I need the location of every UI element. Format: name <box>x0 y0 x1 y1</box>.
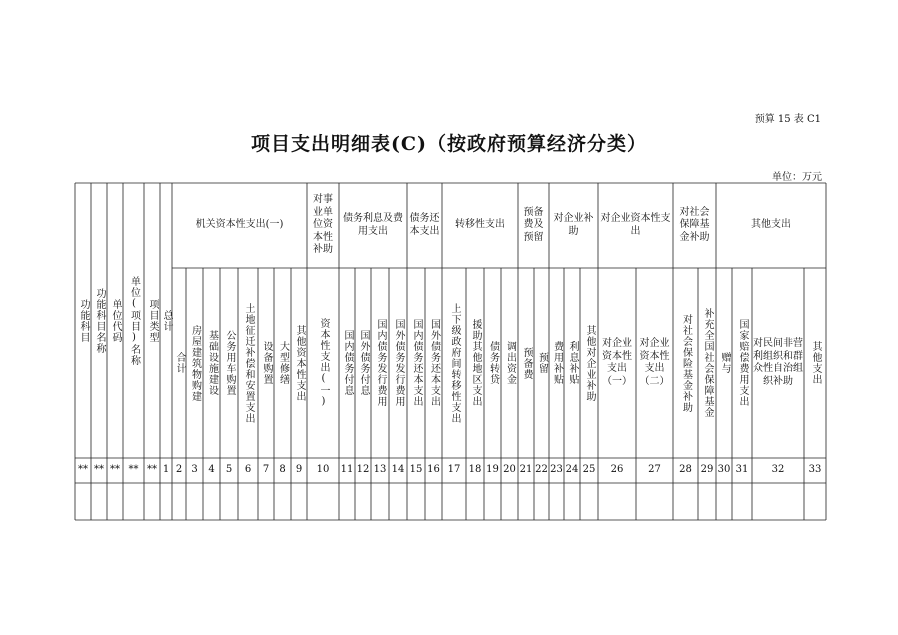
group-header <box>174 185 305 266</box>
column-header-label: 总计 <box>161 309 172 332</box>
column-header-label: 房屋建筑物购建 <box>189 324 201 402</box>
index-cell-label: 14 <box>391 464 405 476</box>
page-title: 项目支出明细表(C)（按政府预算经济分类） <box>250 133 648 155</box>
group-header <box>675 185 714 266</box>
index-cell <box>172 458 186 483</box>
column-header-label: 土地征迁补偿和安置支出 <box>243 302 254 424</box>
column-header-label: 利息补贴 <box>567 341 578 385</box>
column-header-label: 国外债务发行费用 <box>393 319 404 407</box>
column-header-label: 基础设施建设 <box>206 330 218 396</box>
group-header-label: 转移性支出 <box>455 219 505 231</box>
column-header <box>172 270 186 456</box>
index-cell <box>580 458 598 483</box>
column-header-label: 国家赔偿费用支出 <box>737 319 748 407</box>
group-header <box>409 185 440 266</box>
column-header <box>75 185 91 456</box>
group-header <box>520 185 547 266</box>
column-header-label: 对企业资本性支出（一） <box>602 338 632 387</box>
column-header-label: 预留 <box>536 352 548 374</box>
index-cell-label: 5 <box>225 464 233 476</box>
column-header <box>238 270 258 456</box>
index-cell <box>598 458 636 483</box>
index-cell-label: 3 <box>191 464 198 476</box>
index-cell-label: 26 <box>610 464 624 476</box>
index-cell-label: 19 <box>486 464 499 476</box>
index-cell-label: 24 <box>565 464 579 476</box>
column-header <box>580 270 598 456</box>
index-cell <box>407 458 425 483</box>
group-header-label: 其他支出 <box>751 219 791 231</box>
index-cell <box>91 458 107 483</box>
index-cell <box>425 458 442 483</box>
index-cell <box>484 458 501 483</box>
column-header <box>371 270 389 456</box>
index-cell-label: 2 <box>175 464 183 476</box>
unit-label: 单位：万元 <box>772 172 822 183</box>
index-cell <box>123 458 144 483</box>
column-header-label: 对企业资本性支出（二） <box>639 338 670 387</box>
column-header <box>307 270 339 456</box>
index-cell-label: 7 <box>262 464 270 476</box>
index-cell <box>238 458 258 483</box>
index-cell-label: 30 <box>717 464 731 476</box>
index-cell-label: 29 <box>700 464 714 476</box>
index-cell <box>698 458 716 483</box>
column-header <box>673 270 698 456</box>
group-header-label: 对事业单位资本性补助 <box>313 194 333 256</box>
index-cell-label: ** <box>128 464 139 476</box>
table-code: 预算 15 表 C1 <box>754 114 821 125</box>
index-cell <box>291 458 307 483</box>
column-header-label: 其他支出 <box>810 341 821 385</box>
index-cell-label: 6 <box>244 464 252 476</box>
column-header <box>466 270 484 456</box>
index-cell <box>518 458 534 483</box>
group-header <box>341 185 405 266</box>
index-cell <box>673 458 698 483</box>
index-cell-label: 11 <box>340 464 354 476</box>
column-header-label: 赠与 <box>719 352 730 374</box>
column-header <box>123 185 144 456</box>
column-header <box>220 270 238 456</box>
column-header <box>186 270 203 456</box>
index-cell-label: 8 <box>279 464 286 476</box>
index-cell <box>274 458 291 483</box>
index-cell <box>107 458 123 483</box>
column-header <box>107 185 123 456</box>
index-cell-label: 4 <box>208 464 215 476</box>
column-header-label: 对民间非营利组织和群众性自治组织补助 <box>753 338 803 387</box>
index-cell-label: 23 <box>550 464 563 476</box>
group-header-label: 对社会保障基金补助 <box>679 206 710 243</box>
group-header-label: 债务利息及费用支出 <box>343 213 403 237</box>
column-header <box>598 270 636 456</box>
group-header <box>309 185 337 266</box>
column-header <box>389 270 407 456</box>
index-cell <box>442 458 466 483</box>
group-header <box>600 185 671 266</box>
column-header-label: 国内债务付息 <box>342 330 353 396</box>
group-header-label: 债务还本支出 <box>409 213 440 237</box>
index-cell-label: 18 <box>468 464 482 476</box>
index-cell-label: 20 <box>503 464 516 476</box>
column-header <box>636 270 673 456</box>
column-header-label: 公务用车购置 <box>224 330 235 396</box>
column-header <box>442 270 466 456</box>
index-cell <box>220 458 238 483</box>
index-cell <box>144 458 160 483</box>
column-header <box>804 270 826 456</box>
index-cell-label: 10 <box>316 464 330 476</box>
column-header <box>258 270 274 456</box>
index-cell-label: 1 <box>162 464 170 476</box>
index-cell <box>732 458 752 483</box>
column-header-label: 债务转贷 <box>487 341 499 385</box>
index-cell <box>75 458 91 483</box>
index-cell <box>534 458 549 483</box>
index-cell <box>307 458 339 483</box>
index-cell-label: 31 <box>735 464 749 476</box>
index-cell-label: 15 <box>409 464 423 476</box>
column-header-label: 国内债务还本支出 <box>411 319 422 407</box>
group-header-label: 机关资本性支出(一) <box>195 219 284 231</box>
column-header-label: 对社会保险基金补助 <box>680 313 692 413</box>
index-cell <box>203 458 220 483</box>
index-cell-label: 21 <box>519 464 533 476</box>
column-header <box>203 270 220 456</box>
column-header-label: 资本性支出(一) <box>318 318 329 408</box>
group-header <box>551 185 596 266</box>
column-header-label: 单位代码 <box>110 298 121 343</box>
index-cell-label: 27 <box>648 464 661 476</box>
index-cell-label: 25 <box>582 464 596 476</box>
index-cell <box>258 458 274 483</box>
column-header-label: 上下级政府间转移性支出 <box>449 302 460 424</box>
column-header <box>752 270 804 456</box>
index-cell-label: 12 <box>356 464 370 476</box>
index-cell-label: ** <box>110 464 120 476</box>
index-cell-label: 32 <box>771 464 785 476</box>
index-cell-label: 33 <box>808 464 822 476</box>
column-header <box>518 270 534 456</box>
group-header-label: 预备费及预留 <box>523 206 544 243</box>
column-header <box>425 270 442 456</box>
column-header <box>144 185 160 456</box>
index-cell-label: 9 <box>295 464 303 476</box>
index-cell <box>564 458 580 483</box>
column-header <box>160 185 172 456</box>
column-header-label: 国外债务付息 <box>358 330 369 396</box>
column-header <box>501 270 518 456</box>
column-header <box>732 270 752 456</box>
index-cell <box>716 458 732 483</box>
column-header-label: 其他资本性支出 <box>294 324 305 402</box>
index-cell <box>501 458 518 483</box>
column-header <box>534 270 549 456</box>
column-header <box>549 270 564 456</box>
index-cell <box>636 458 673 483</box>
column-header <box>355 270 371 456</box>
column-header-label: 单位(项目)名称 <box>128 275 140 366</box>
group-header <box>718 185 824 266</box>
index-cell-label: 13 <box>373 464 387 476</box>
group-header-label: 对企业补助 <box>553 213 594 237</box>
index-cell <box>466 458 484 483</box>
column-header-label: 设备购置 <box>261 341 272 385</box>
column-header <box>407 270 425 456</box>
index-cell <box>355 458 371 483</box>
column-header <box>291 270 307 456</box>
column-header <box>484 270 501 456</box>
column-header <box>91 185 107 456</box>
column-header-label: 国外债务还本支出 <box>428 319 440 407</box>
index-cell <box>389 458 407 483</box>
column-header-label: 其他对企业补助 <box>584 324 595 402</box>
index-cell <box>339 458 355 483</box>
index-cell-label: 22 <box>535 464 548 476</box>
column-header <box>564 270 580 456</box>
column-header-label: 合计 <box>174 352 185 374</box>
group-header-label: 对企业资本性支出 <box>600 213 671 237</box>
column-header-label: 费用补贴 <box>551 341 563 385</box>
column-header <box>698 270 716 456</box>
column-header-label: 预备费 <box>521 346 532 380</box>
column-header <box>274 270 291 456</box>
index-cell-label: ** <box>94 464 104 476</box>
column-header <box>339 270 355 456</box>
column-header-label: 补充全国社会保障基金 <box>702 308 713 418</box>
index-cell <box>160 458 172 483</box>
group-header <box>444 185 516 266</box>
index-cell <box>186 458 203 483</box>
column-header-label: 大型修缮 <box>277 341 289 385</box>
column-header <box>716 270 732 456</box>
index-cell <box>804 458 826 483</box>
column-header-label: 功能科目名称 <box>94 287 105 354</box>
index-cell-label: 17 <box>447 464 461 476</box>
column-header-label: 调出资金 <box>504 341 516 385</box>
column-header-label: 国内债务发行费用 <box>375 319 386 407</box>
column-header-label: 项目类型 <box>147 298 158 343</box>
index-cell-label: ** <box>147 464 157 476</box>
index-cell <box>371 458 389 483</box>
column-header-label: 功能科目 <box>78 298 89 343</box>
index-cell-label: 28 <box>679 464 692 476</box>
index-cell-label: ** <box>78 464 88 476</box>
index-cell <box>752 458 804 483</box>
index-cell <box>549 458 564 483</box>
column-header-label: 援助其他地区支出 <box>470 319 481 407</box>
index-cell-label: 16 <box>427 464 440 476</box>
